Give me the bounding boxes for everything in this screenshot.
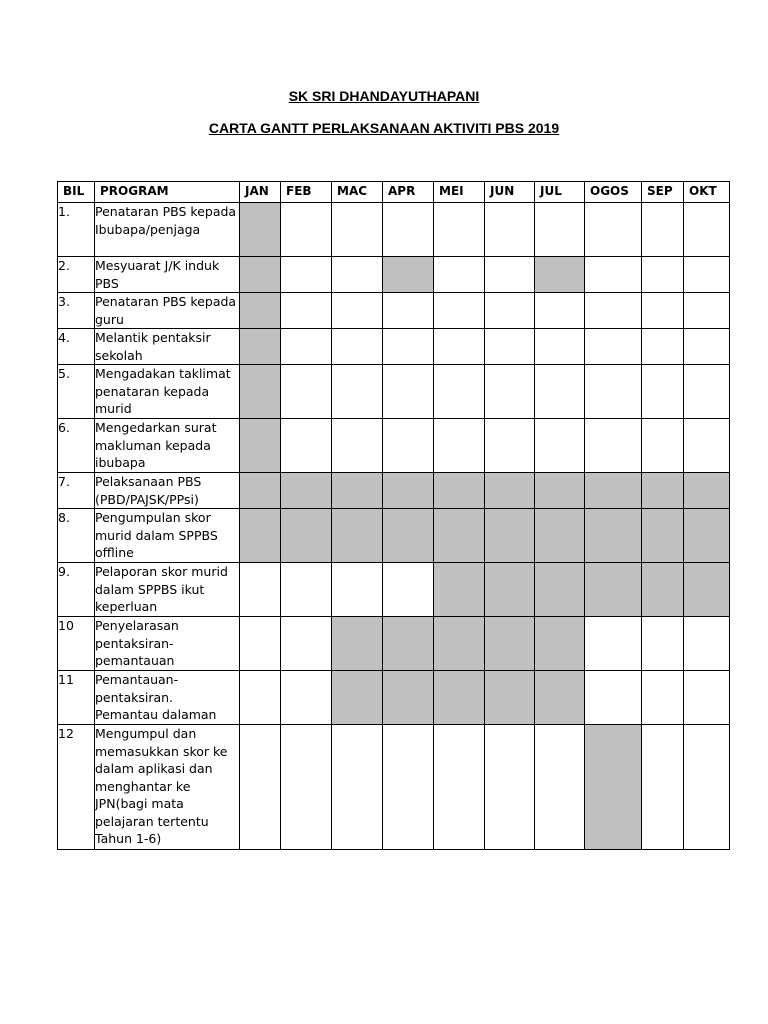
schedule-cell-active: [585, 725, 642, 850]
schedule-cell-active: [434, 671, 485, 725]
schedule-cell-active: [281, 473, 332, 509]
program-name: Penataran PBS kepada Ibubapa/penjaga: [95, 203, 240, 257]
schedule-cell: [332, 419, 383, 473]
schedule-cell: [684, 203, 730, 257]
row-number: 12: [58, 725, 95, 850]
header-row: [58, 182, 730, 203]
schedule-cell: [281, 671, 332, 725]
schedule-cell: [281, 203, 332, 257]
schedule-cell-active: [434, 617, 485, 671]
schedule-cell: [585, 365, 642, 419]
month-header: APR: [383, 182, 434, 203]
schedule-cell-active: [240, 293, 281, 329]
program-name: Pelaporan skor murid dalam SPPBS ikut keperluan: [95, 563, 240, 617]
schedule-cell-active: [535, 671, 585, 725]
schedule-cell: [485, 725, 535, 850]
school-name: SK SRI DHANDAYUTHAPANI: [288, 88, 480, 104]
schedule-cell: [684, 329, 730, 365]
schedule-cell: [535, 365, 585, 419]
schedule-cell: [281, 725, 332, 850]
table-row: [58, 509, 730, 563]
month-header: SEP: [642, 182, 684, 203]
schedule-cell: [281, 329, 332, 365]
schedule-cell: [642, 725, 684, 850]
schedule-cell: [281, 419, 332, 473]
schedule-cell-active: [240, 509, 281, 563]
table-row: [58, 293, 730, 329]
table-row: [58, 365, 730, 419]
schedule-cell: [434, 725, 485, 850]
schedule-cell: [642, 617, 684, 671]
schedule-cell-active: [642, 509, 684, 563]
table-row: [58, 725, 730, 850]
program-name: Mengumpul dan memasukkan skor ke dalam aplikasi dan menghantar ke JPN(bagi mata pelajaran tertentu Tahun 1-6): [95, 725, 240, 850]
schedule-cell-active: [383, 509, 434, 563]
schedule-cell: [485, 203, 535, 257]
schedule-cell: [535, 725, 585, 850]
schedule-cell: [642, 203, 684, 257]
row-number: 9.: [58, 563, 95, 617]
row-number: 4.: [58, 329, 95, 365]
schedule-cell-active: [684, 509, 730, 563]
schedule-cell-active: [642, 473, 684, 509]
schedule-cell: [240, 617, 281, 671]
schedule-cell: [281, 293, 332, 329]
schedule-cell-active: [434, 473, 485, 509]
schedule-cell: [684, 725, 730, 850]
row-number: 3.: [58, 293, 95, 329]
schedule-cell: [585, 257, 642, 293]
schedule-cell-active: [485, 563, 535, 617]
schedule-cell-active: [585, 563, 642, 617]
schedule-cell-active: [485, 671, 535, 725]
schedule-cell: [485, 365, 535, 419]
program-name: Pemantauan-pentaksiran. Pemantau dalaman: [95, 671, 240, 725]
schedule-cell: [383, 203, 434, 257]
program-name: Penyelarasan pentaksiran-pemantauan: [95, 617, 240, 671]
table-row: [58, 257, 730, 293]
schedule-cell: [485, 419, 535, 473]
schedule-cell: [585, 419, 642, 473]
schedule-cell-active: [485, 617, 535, 671]
schedule-cell-active: [240, 203, 281, 257]
row-number: 6.: [58, 419, 95, 473]
schedule-cell-active: [642, 563, 684, 617]
schedule-cell-active: [535, 617, 585, 671]
month-header: OGOS: [585, 182, 642, 203]
schedule-cell: [281, 257, 332, 293]
month-header: JAN: [240, 182, 281, 203]
table-row: [58, 473, 730, 509]
row-number: 8.: [58, 509, 95, 563]
schedule-cell-active: [485, 473, 535, 509]
program-name: Pengumpulan skor murid dalam SPPBS offline: [95, 509, 240, 563]
schedule-cell: [281, 563, 332, 617]
schedule-cell-active: [240, 473, 281, 509]
schedule-cell: [383, 563, 434, 617]
schedule-cell: [485, 329, 535, 365]
schedule-cell: [535, 329, 585, 365]
schedule-cell-active: [684, 473, 730, 509]
schedule-cell-active: [281, 509, 332, 563]
program-header: PROGRAM: [95, 182, 240, 203]
schedule-cell: [485, 293, 535, 329]
schedule-cell: [535, 293, 585, 329]
schedule-cell-active: [240, 329, 281, 365]
schedule-cell: [332, 329, 383, 365]
schedule-cell-active: [332, 617, 383, 671]
schedule-cell: [383, 293, 434, 329]
schedule-cell: [434, 257, 485, 293]
schedule-cell-active: [434, 563, 485, 617]
gantt-body: [58, 203, 730, 850]
schedule-cell: [642, 419, 684, 473]
schedule-cell: [684, 617, 730, 671]
schedule-cell: [585, 293, 642, 329]
row-number: 7.: [58, 473, 95, 509]
schedule-cell-active: [240, 365, 281, 419]
schedule-cell: [332, 725, 383, 850]
month-header: JUN: [485, 182, 535, 203]
row-number: 11: [58, 671, 95, 725]
schedule-cell-active: [332, 671, 383, 725]
schedule-cell-active: [434, 509, 485, 563]
schedule-cell-active: [585, 509, 642, 563]
table-row: [58, 563, 730, 617]
schedule-cell-active: [684, 563, 730, 617]
schedule-cell: [281, 365, 332, 419]
bil-header: BIL: [58, 182, 95, 203]
schedule-cell-active: [332, 509, 383, 563]
month-header: OKT: [684, 182, 730, 203]
program-name: Penataran PBS kepada guru: [95, 293, 240, 329]
program-name: Melantik pentaksir sekolah: [95, 329, 240, 365]
row-number: 5.: [58, 365, 95, 419]
schedule-cell: [684, 365, 730, 419]
row-number: 10: [58, 617, 95, 671]
schedule-cell-active: [485, 509, 535, 563]
month-header: MAC: [332, 182, 383, 203]
program-name: Pelaksanaan PBS (PBD/PAJSK/PPsi): [95, 473, 240, 509]
schedule-cell: [383, 329, 434, 365]
table-row: [58, 671, 730, 725]
schedule-cell: [642, 257, 684, 293]
schedule-cell: [535, 203, 585, 257]
schedule-cell-active: [535, 257, 585, 293]
schedule-cell: [642, 329, 684, 365]
schedule-cell: [585, 671, 642, 725]
schedule-cell: [434, 293, 485, 329]
schedule-cell: [585, 203, 642, 257]
schedule-cell: [585, 617, 642, 671]
month-header: FEB: [281, 182, 332, 203]
schedule-cell-active: [240, 257, 281, 293]
schedule-cell: [332, 293, 383, 329]
schedule-cell: [642, 365, 684, 419]
row-number: 1.: [58, 203, 95, 257]
schedule-cell: [383, 725, 434, 850]
schedule-cell: [383, 365, 434, 419]
schedule-cell: [535, 419, 585, 473]
schedule-cell-active: [535, 473, 585, 509]
schedule-cell: [332, 563, 383, 617]
schedule-cell: [240, 725, 281, 850]
schedule-cell-active: [383, 671, 434, 725]
schedule-cell: [684, 257, 730, 293]
schedule-cell: [684, 419, 730, 473]
schedule-cell: [281, 617, 332, 671]
schedule-cell-active: [585, 473, 642, 509]
schedule-cell: [434, 203, 485, 257]
schedule-cell-active: [383, 473, 434, 509]
month-header: JUL: [535, 182, 585, 203]
month-header: MEI: [434, 182, 485, 203]
table-row: [58, 419, 730, 473]
table-row: [58, 203, 730, 257]
schedule-cell: [642, 293, 684, 329]
table-row: [58, 329, 730, 365]
schedule-cell: [684, 671, 730, 725]
schedule-cell: [434, 365, 485, 419]
schedule-cell: [434, 419, 485, 473]
schedule-cell-active: [535, 509, 585, 563]
schedule-cell-active: [332, 473, 383, 509]
schedule-cell: [332, 365, 383, 419]
chart-title: CARTA GANTT PERLAKSANAAN AKTIVITI PBS 2019: [208, 120, 560, 136]
schedule-cell: [332, 257, 383, 293]
program-name: Mengadakan taklimat penataran kepada murid: [95, 365, 240, 419]
schedule-cell-active: [383, 257, 434, 293]
table-row: [58, 617, 730, 671]
schedule-cell: [642, 671, 684, 725]
schedule-cell: [383, 419, 434, 473]
schedule-cell: [240, 563, 281, 617]
schedule-cell: [434, 329, 485, 365]
row-number: 2.: [58, 257, 95, 293]
schedule-cell-active: [383, 617, 434, 671]
program-name: Mesyuarat J/K induk PBS: [95, 257, 240, 293]
program-name: Mengedarkan surat makluman kepada ibubapa: [95, 419, 240, 473]
schedule-cell: [240, 671, 281, 725]
schedule-cell-active: [535, 563, 585, 617]
schedule-cell-active: [240, 419, 281, 473]
schedule-cell: [332, 203, 383, 257]
gantt-table: [57, 181, 730, 850]
schedule-cell: [485, 257, 535, 293]
schedule-cell: [585, 329, 642, 365]
schedule-cell: [684, 293, 730, 329]
